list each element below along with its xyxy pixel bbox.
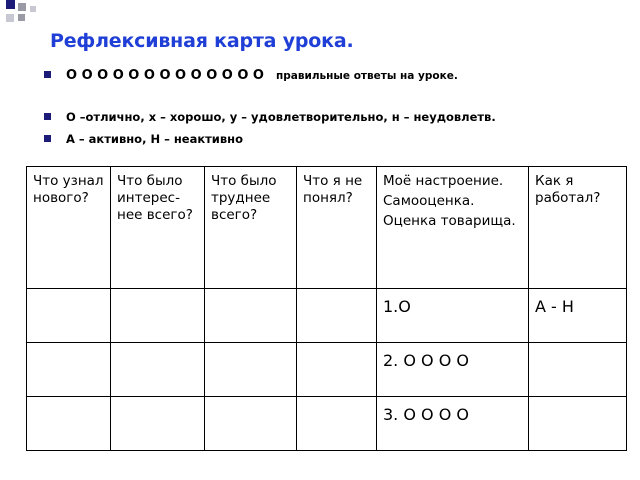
bullet-icon bbox=[44, 71, 51, 78]
list-item bbox=[44, 68, 458, 83]
list-item bbox=[44, 110, 496, 124]
table-cell bbox=[111, 343, 205, 397]
header-cell: Что я не понял? bbox=[297, 167, 377, 289]
table-cell: 2. О О О О bbox=[377, 343, 529, 397]
table-cell bbox=[529, 397, 627, 451]
table-row bbox=[27, 397, 627, 451]
header-line: Оценка товарища. bbox=[383, 213, 516, 229]
corner-decoration bbox=[0, 0, 60, 30]
answers-marks: О О О О О О О О О О О О О bbox=[66, 68, 264, 83]
decor-square bbox=[6, 0, 15, 9]
grades-legend: О –отлично, х – хорошо, у – удовлетворительно, н – неудовлетв. bbox=[66, 110, 496, 124]
table-cell bbox=[205, 289, 297, 343]
table-cell bbox=[529, 343, 627, 397]
table-header-row bbox=[27, 167, 627, 289]
header-line: Моё настроение. bbox=[383, 173, 504, 189]
reflection-table bbox=[26, 166, 627, 451]
header-cell: Что было интерес-нее всего? bbox=[111, 167, 205, 289]
table-cell bbox=[27, 289, 111, 343]
decor-square bbox=[18, 14, 25, 21]
table-cell bbox=[27, 397, 111, 451]
header-cell-mood bbox=[377, 167, 529, 289]
table-cell: А - Н bbox=[529, 289, 627, 343]
header-line: Самооценка. bbox=[383, 193, 475, 209]
table-cell: 3. О О О О bbox=[377, 397, 529, 451]
table-cell bbox=[111, 289, 205, 343]
table-cell bbox=[297, 343, 377, 397]
table-cell bbox=[205, 397, 297, 451]
table-cell bbox=[297, 289, 377, 343]
decor-square bbox=[6, 14, 14, 22]
answers-caption: правильные ответы на уроке. bbox=[275, 70, 458, 82]
header-cell: Что узнал нового? bbox=[27, 167, 111, 289]
table-cell: 1.О bbox=[377, 289, 529, 343]
page-title: Рефлексивная карта урока. bbox=[50, 30, 354, 52]
table-row bbox=[27, 343, 627, 397]
activity-legend: А – активно, Н – неактивно bbox=[66, 132, 243, 146]
table-cell bbox=[205, 343, 297, 397]
table-cell bbox=[297, 397, 377, 451]
table-cell bbox=[27, 343, 111, 397]
table-row bbox=[27, 289, 627, 343]
decor-square bbox=[18, 3, 26, 11]
table-cell bbox=[111, 397, 205, 451]
bullet-icon bbox=[44, 113, 51, 120]
header-cell: Что было труднее всего? bbox=[205, 167, 297, 289]
header-cell: Как я работал? bbox=[529, 167, 627, 289]
list-item bbox=[44, 132, 243, 146]
bullet-icon bbox=[44, 135, 51, 142]
decor-square bbox=[30, 6, 36, 12]
